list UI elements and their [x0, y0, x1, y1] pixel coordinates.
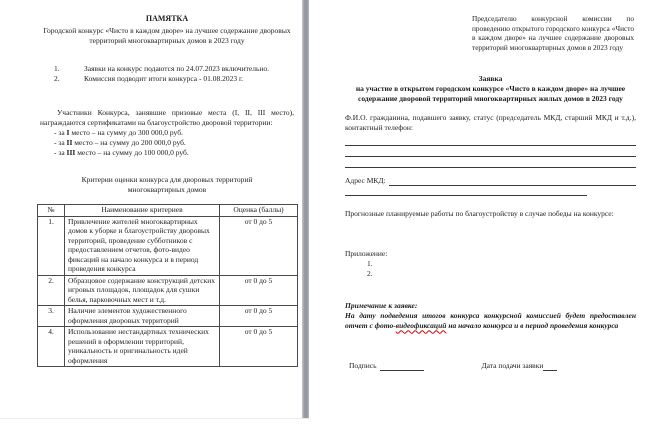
note-title: Примечание к заявке:	[345, 301, 418, 311]
prize-line	[54, 138, 294, 148]
row-score: от 0 до 5	[220, 275, 298, 306]
row-criterion: Наличие элементов художественного оформления дворовых территорий	[65, 306, 220, 327]
table-row	[38, 216, 298, 275]
note-section	[345, 301, 636, 331]
note-misspelled-word: видеофиксаций	[395, 321, 447, 331]
prizes-list	[40, 128, 294, 158]
application-title-body: на участие в открытом городском конкурсе «Чисто в каждом дворе» на лучшее содержание дворовой территорий многоквартирных жилых домов в 2023 году	[355, 84, 626, 104]
memo-deadlines-list	[40, 64, 294, 84]
addressee-block: Председателю конкурсной комиссии по проведению открытого городского конкурса «Чисто в каждом дворе» на лучшее содержание дворовых территорий многоквартирных домов в 2023 году	[472, 14, 634, 52]
attachment-item: 1.	[367, 259, 373, 269]
criteria-table-title: Критерии оценки конкурса для дворовых территорий многоквартирных домов	[81, 175, 253, 194]
prize-amount: место – на сумму до 300 000,0 руб.	[69, 128, 183, 137]
prize-prefix: - за	[54, 128, 67, 137]
prize-amount: место – на сумму до 200 000,0 руб.	[72, 138, 186, 147]
blank-field-line	[345, 146, 636, 157]
list-item-text: Комиссия подводит итоги конкурса - 01.08.2023 г.	[84, 74, 244, 83]
application-title	[345, 74, 636, 104]
row-criterion: Привлечение жителей многоквартирных домов к уборке и благоустройству дворовых территорий, проведение субботников с предоставлением отчетов, фото-видео фиксаций на начало конкурса и в период проведения конкурса	[65, 216, 220, 275]
address-label: Адрес МКД:	[345, 176, 386, 186]
row-criterion: Образцовое содержание конструкций детских игровых площадок, площадок для сушки белья, парковочных мест и т.д.	[65, 275, 220, 306]
row-score: от 0 до 5	[220, 306, 298, 327]
signature-row	[345, 361, 636, 371]
row-number: 2.	[38, 275, 65, 306]
row-number: 4.	[38, 327, 65, 367]
header-score: Оценка (баллы)	[220, 205, 298, 217]
table-row	[38, 327, 298, 367]
address-field	[345, 176, 636, 186]
table-row	[38, 306, 298, 327]
application-page	[309, 0, 650, 428]
page-divider	[302, 0, 309, 418]
row-number: 1.	[38, 216, 65, 275]
blank-field-line	[345, 186, 587, 196]
list-item-number: 2.	[54, 74, 60, 83]
prizes-intro-paragraph: Участники Конкурса, занявшие призовые места (I, II, III место), награждаются сертификатами на благоустройство дворовой территории:	[40, 108, 294, 127]
row-score: от 0 до 5	[220, 216, 298, 275]
blank-field-line	[543, 362, 557, 371]
criteria-table	[37, 204, 298, 367]
list-item	[40, 64, 294, 74]
memo-page	[0, 0, 302, 428]
row-score: от 0 до 5	[220, 327, 298, 367]
list-item-number: 1.	[54, 64, 60, 73]
application-title-word: Заявка	[478, 74, 503, 84]
signature-field	[349, 361, 424, 371]
row-criterion: Использование нестандартных технических решений в оформлении территорий, уникальность и оригинальность идей оформления	[65, 327, 220, 367]
prize-place: I	[66, 128, 70, 137]
note-text: на начало конкурса и в период проведения конкурса	[446, 321, 619, 331]
prize-line	[54, 128, 294, 138]
blank-field-line	[345, 135, 636, 146]
table-row	[38, 275, 298, 306]
planned-works-label: Прогнозные планируемые работы по благоустройству в случае победы на конкурсе:	[345, 209, 614, 219]
header-number: №	[38, 205, 65, 217]
header-criterion: Наименование критериев	[65, 205, 220, 217]
attachment-section	[345, 249, 636, 279]
fio-label: Ф.И.О. гражданина, подавшего заявку, статус (председатель МКД, старший МКД и т.д.), контактный телефон:	[345, 113, 636, 133]
blank-field-line	[380, 362, 424, 371]
prize-line	[54, 148, 294, 158]
prize-place: III	[66, 148, 76, 157]
prize-prefix: - за	[54, 138, 67, 147]
attachment-label: Приложение:	[345, 249, 388, 259]
prize-place: II	[66, 138, 73, 147]
memo-subtitle: Городской конкурс «Чисто в каждом дворе» на лучшее содержание дворовых территорий многоквартирных домов в 2023 году	[43, 26, 291, 45]
row-number: 3.	[38, 306, 65, 327]
table-header-row	[38, 205, 298, 217]
date-label: Дата подачи заявки	[481, 361, 544, 371]
list-item-text: Заявки на конкурс подаются по 24.07.2023 включительно.	[84, 64, 270, 73]
note-text: На дату подведения итогов конкурса конкурсной комиссией будет предоставлен отчет с фото-	[345, 311, 636, 331]
blank-field-line	[345, 157, 636, 168]
memo-title: ПАМЯТКА	[145, 14, 189, 23]
blank-field-line	[389, 176, 636, 186]
prize-prefix: - за	[54, 148, 67, 157]
attachment-item: 2.	[367, 269, 373, 279]
signature-label: Подпись	[349, 361, 377, 371]
date-field	[482, 361, 558, 371]
prize-amount: место – на сумму до 100 000,0 руб.	[75, 148, 189, 157]
note-body	[345, 311, 636, 331]
list-item	[40, 74, 294, 84]
